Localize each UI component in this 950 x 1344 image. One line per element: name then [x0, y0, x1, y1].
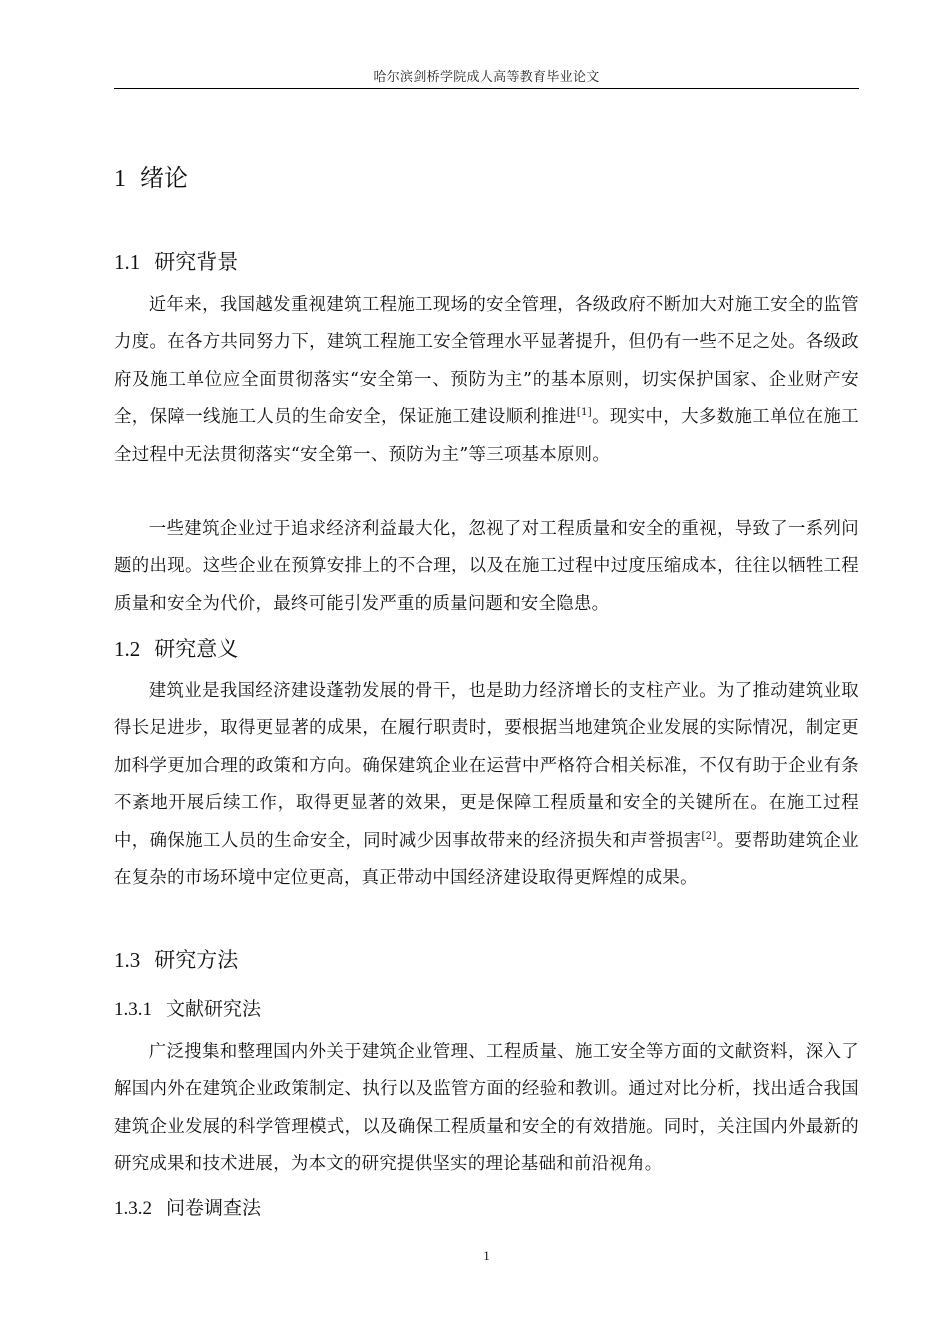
section-title: 研究意义 — [154, 637, 239, 661]
chapter-title: 绪论 — [140, 164, 188, 192]
subsection-title: 文献研究法 — [166, 998, 262, 1020]
subsection-heading-1-3-1 — [114, 994, 261, 1025]
section-heading-1-3 — [114, 944, 238, 976]
paragraph-background-1 — [114, 287, 859, 474]
citation-2: [2] — [701, 830, 717, 842]
paragraph-text: 近年来，我国越发重视建筑工程施工现场的安全管理，各级政府不断加大对施工安全的监管力度。在各方共同努力下，建筑工程施工安全管理水平显著提升，但仍有一些不足之处。各级政府及施工单位应全面贯彻落实“安全第一、预防为主”的基本原则，切实保护国家、企业财产安全，保障一线施工人员的生命安全，保证施工建设顺利推进 — [114, 295, 859, 428]
subsection-heading-1-3-2 — [114, 1193, 261, 1224]
header-rule — [114, 88, 859, 89]
running-header: 哈尔滨剑桥学院成人高等教育毕业论文 — [373, 70, 600, 85]
paragraph-literature-method: 广泛搜集和整理国内外关于建筑企业管理、工程质量、施工安全等方面的文献资料，深入了解国内外在建筑企业政策制定、执行以及监管方面的经验和教训。通过对比分析，找出适合我国建筑企业发展的科学管理模式，以及确保工程质量和安全的有效措施。同时，关注国内外最新的研究成果和技术进展，为本文的研究提供坚实的理论基础和前沿视角。 — [114, 1042, 859, 1175]
section-title: 研究背景 — [154, 250, 239, 274]
paragraph-text: 。现实中，大多数施工单位在施工全过程中无法贯彻落实“安全第一、预防为主”等三项基本原则。 — [114, 407, 859, 465]
chapter-number: 1 — [114, 166, 126, 192]
paragraph-text: 。要帮助建筑企业在复杂的市场环境中定位更高，真正带动中国经济建设取得更辉煌的成果。 — [114, 830, 860, 889]
section-number: 1.3 — [114, 948, 141, 972]
subsection-title: 问卷调查法 — [166, 1197, 262, 1219]
chapter-heading — [114, 160, 188, 197]
paragraph-text: 建筑业是我国经济建设蓬勃发展的骨干，也是助力经济增长的支柱产业。为了推动建筑业取得长足进步，取得更显著的成果，在履行职责时，要根据当地建筑企业发展的实际情况，制定更加科学更加合理的政策和方向。确保建筑企业在运营中严格符合相关标准，不仅有助于企业有条不紊地开展后续工作，取得更显著的效果，更是保障工程质量和安全的关键所在。在施工过程中，确保施工人员的生命安全，同时减少因事故带来的经济损失和声誉损害 — [114, 681, 859, 851]
section-heading-1-1 — [114, 246, 238, 278]
section-number: 1.1 — [114, 250, 141, 274]
paragraph-background-2: 一些建筑企业过于追求经济利益最大化，忽视了对工程质量和安全的重视，导致了一系列问题的出现。这些企业在预算安排上的不合理，以及在施工过程中过度压缩成本，往往以牺牲工程质量和安全为代价，最终可能引发严重的质量问题和安全隐患。 — [114, 519, 859, 614]
subsection-number: 1.3.1 — [114, 999, 152, 1020]
paragraph-significance-1 — [114, 673, 859, 897]
section-title: 研究方法 — [154, 948, 239, 972]
subsection-number: 1.3.2 — [114, 1198, 152, 1219]
page-number: 1 — [483, 1248, 490, 1263]
citation-1: [1] — [576, 407, 592, 419]
section-heading-1-2 — [114, 633, 238, 665]
section-number: 1.2 — [114, 637, 141, 661]
